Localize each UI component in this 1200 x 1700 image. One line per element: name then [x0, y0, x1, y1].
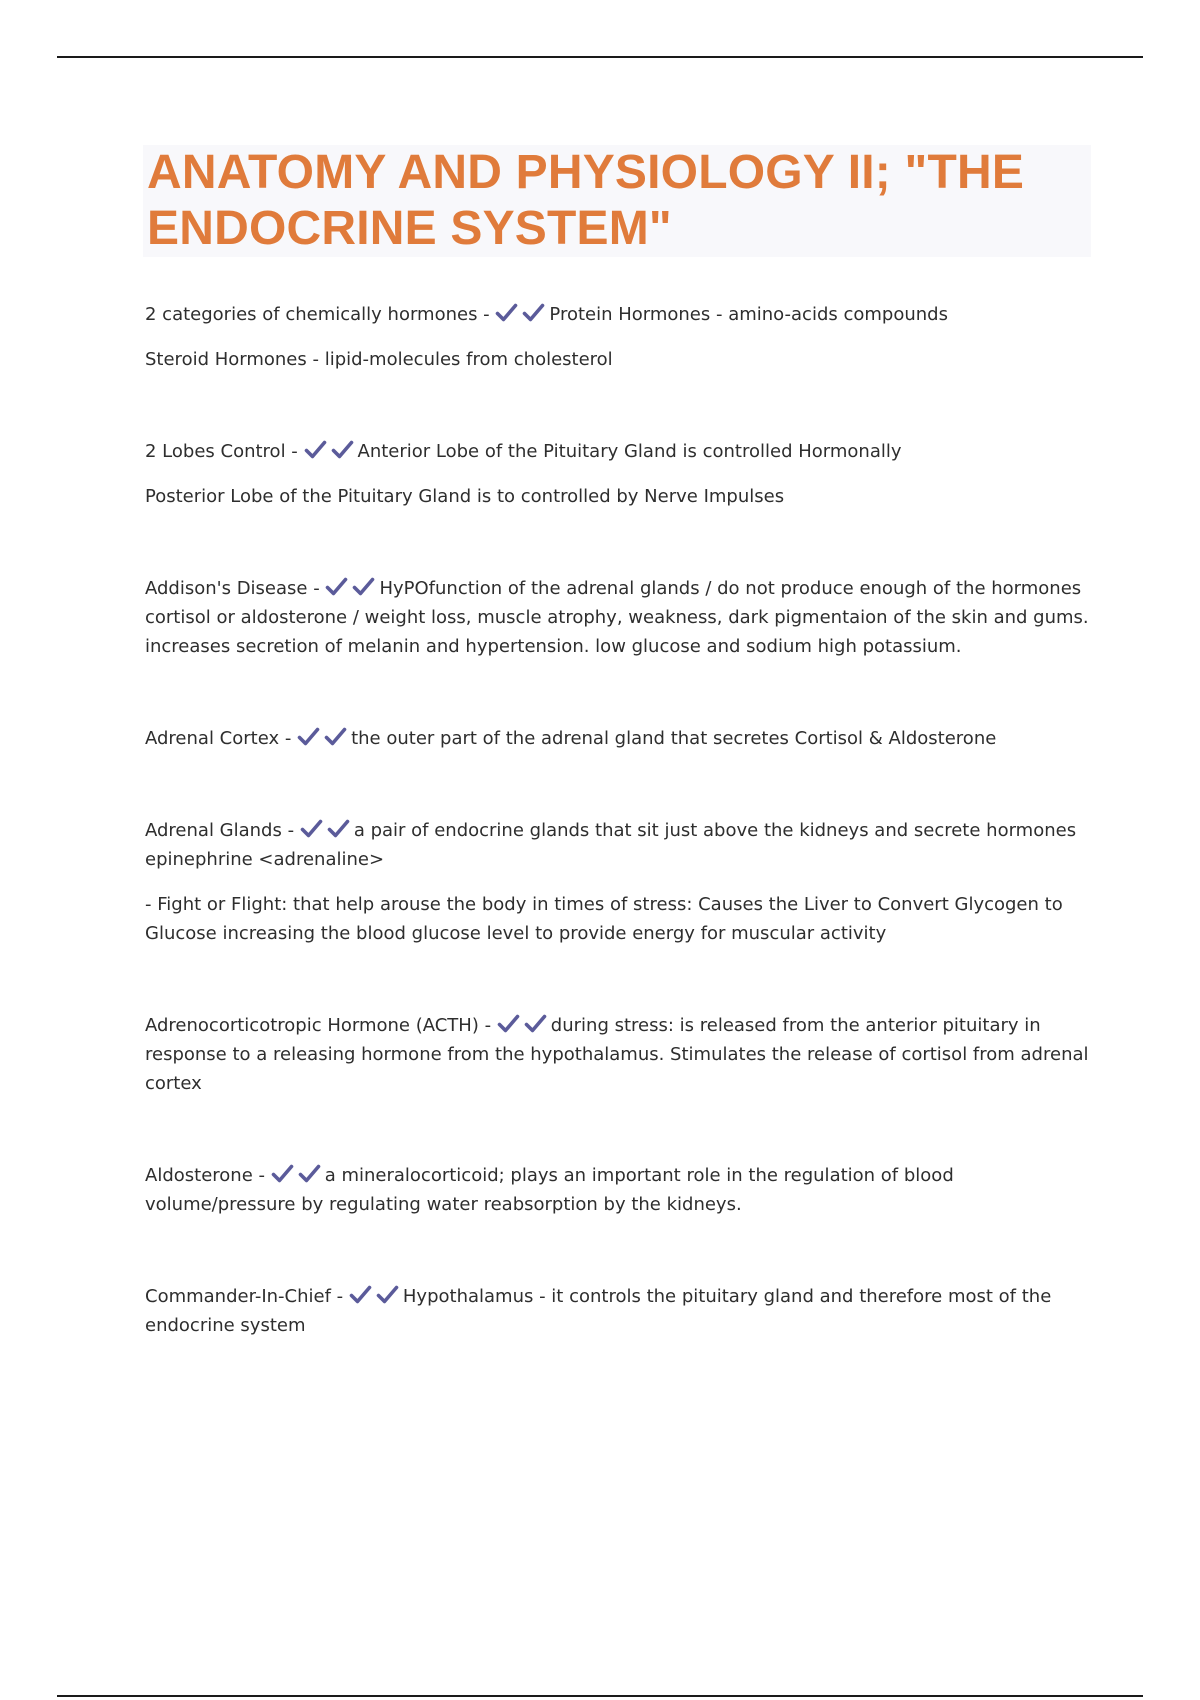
entry-term: Commander-In-Chief -	[145, 1286, 344, 1307]
checkmark-icon	[522, 303, 545, 323]
entry-main-line	[145, 1011, 1090, 1098]
entry-term: Addison's Disease -	[145, 578, 320, 599]
entry-term: 2 categories of chemically hormones -	[145, 304, 490, 325]
entry-definition: Anterior Lobe of the Pituitary Gland is controlled Hormonally	[357, 441, 902, 462]
entry-term: Adrenal Cortex -	[145, 728, 292, 749]
checkmark-icon	[376, 1285, 399, 1305]
flashcard-entry	[145, 437, 1090, 511]
entry-definition: a mineralocorticoid; plays an important role in the regulation of blood volume/pressure by regulating water reabsorption by the kidneys.	[145, 1165, 954, 1215]
page-title-line-1: ANATOMY AND PHYSIOLOGY II; "THE	[147, 146, 1025, 199]
entry-definition: the outer part of the adrenal gland that secretes Cortisol & Aldosterone	[351, 728, 997, 749]
entry-definition: a pair of endocrine glands that sit just above the kidneys and secrete hormones epinephrine <adrenaline>	[145, 820, 1077, 870]
checkmark-icon	[297, 727, 320, 747]
entry-term: Adrenal Glands -	[145, 820, 295, 841]
page-title	[143, 145, 1091, 257]
checkmark-icon	[325, 577, 348, 597]
entry-main-line	[145, 1161, 1090, 1219]
flashcard-entry	[145, 574, 1090, 661]
entry-extra-text: - Fight or Flight: that help arouse the body in times of stress: Causes the Liver to Convert Glycogen to Glucose increasing the blood glucose level to provide energy for muscular activity	[145, 894, 1063, 944]
entry-definition: Protein Hormones - amino-acids compounds	[549, 304, 948, 325]
entry-definition: HyPOfunction of the adrenal glands / do not produce enough of the hormones cortisol or aldosterone / weight loss, muscle atrophy, weakness, dark pigmentaion of the skin and gums. increases secretion of melanin and hypertension. low glucose and sodium high potassium.	[145, 578, 1089, 657]
entry-definition: during stress: is released from the anterior pituitary in response to a releasing hormone from the hypothalamus. Stimulates the release of cortisol from adrenal cortex	[145, 1015, 1089, 1094]
title-box	[143, 145, 1091, 257]
checkmark-icon	[352, 577, 375, 597]
entry-definition: Hypothalamus - it controls the pituitary gland and therefore most of the endocrine system	[145, 1286, 1052, 1336]
checkmark-icon	[300, 819, 323, 839]
checkmark-icon	[304, 440, 327, 460]
entry-main-line	[145, 437, 1090, 466]
checkmark-icon	[497, 1014, 520, 1034]
entry-main-line	[145, 574, 1090, 661]
flashcard-entry	[145, 724, 1090, 753]
checkmark-icon	[271, 1164, 294, 1184]
flashcard-entry	[145, 816, 1090, 948]
entry-term: 2 Lobes Control -	[145, 441, 298, 462]
top-rule	[57, 56, 1143, 58]
bottom-rule	[57, 1695, 1143, 1697]
checkmark-icon	[324, 727, 347, 747]
entry-extra-text: Posterior Lobe of the Pituitary Gland is to controlled by Nerve Impulses	[145, 486, 785, 507]
entry-main-line	[145, 300, 1090, 329]
page-title-line-2: ENDOCRINE SYSTEM"	[147, 202, 672, 255]
entry-main-line	[145, 816, 1090, 874]
entry-main-line	[145, 724, 1090, 753]
entry-term: Adrenocorticotropic Hormone (ACTH) -	[145, 1015, 492, 1036]
checkmark-icon	[298, 1164, 321, 1184]
checkmark-icon	[495, 303, 518, 323]
flashcard-list	[145, 300, 1090, 1340]
checkmark-icon	[524, 1014, 547, 1034]
entry-extra-text: Steroid Hormones - lipid-molecules from cholesterol	[145, 349, 613, 370]
entry-term: Aldosterone -	[145, 1165, 265, 1186]
checkmark-icon	[331, 440, 354, 460]
flashcard-entry	[145, 1011, 1090, 1098]
checkmark-icon	[327, 819, 350, 839]
flashcard-entry	[145, 300, 1090, 374]
flashcard-entry	[145, 1161, 1090, 1219]
entry-main-line	[145, 1282, 1090, 1340]
checkmark-icon	[349, 1285, 372, 1305]
flashcard-entry	[145, 1282, 1090, 1340]
